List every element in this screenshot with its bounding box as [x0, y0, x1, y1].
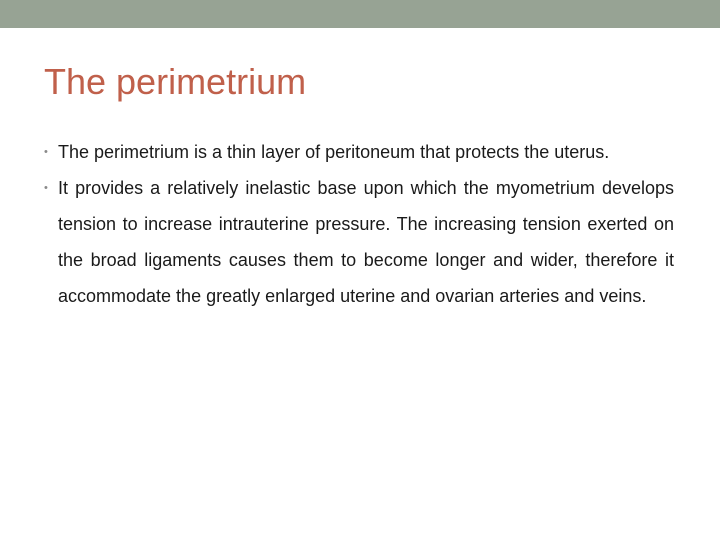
bullet-item: • It provides a relatively inelastic base upon which the myometrium develops tension to increase intrauterine pressure. The increasing tension exerted on the broad ligaments causes them to become longer and wider, therefore it accommodate the greatly enlarged uterine and ovarian arteries and veins. [44, 170, 674, 314]
bullet-item: • The perimetrium is a thin layer of peritoneum that protects the uterus. [44, 134, 674, 170]
slide-title: The perimetrium [44, 61, 307, 102]
slide-top-bar [0, 0, 720, 28]
bullet-list [44, 134, 674, 314]
